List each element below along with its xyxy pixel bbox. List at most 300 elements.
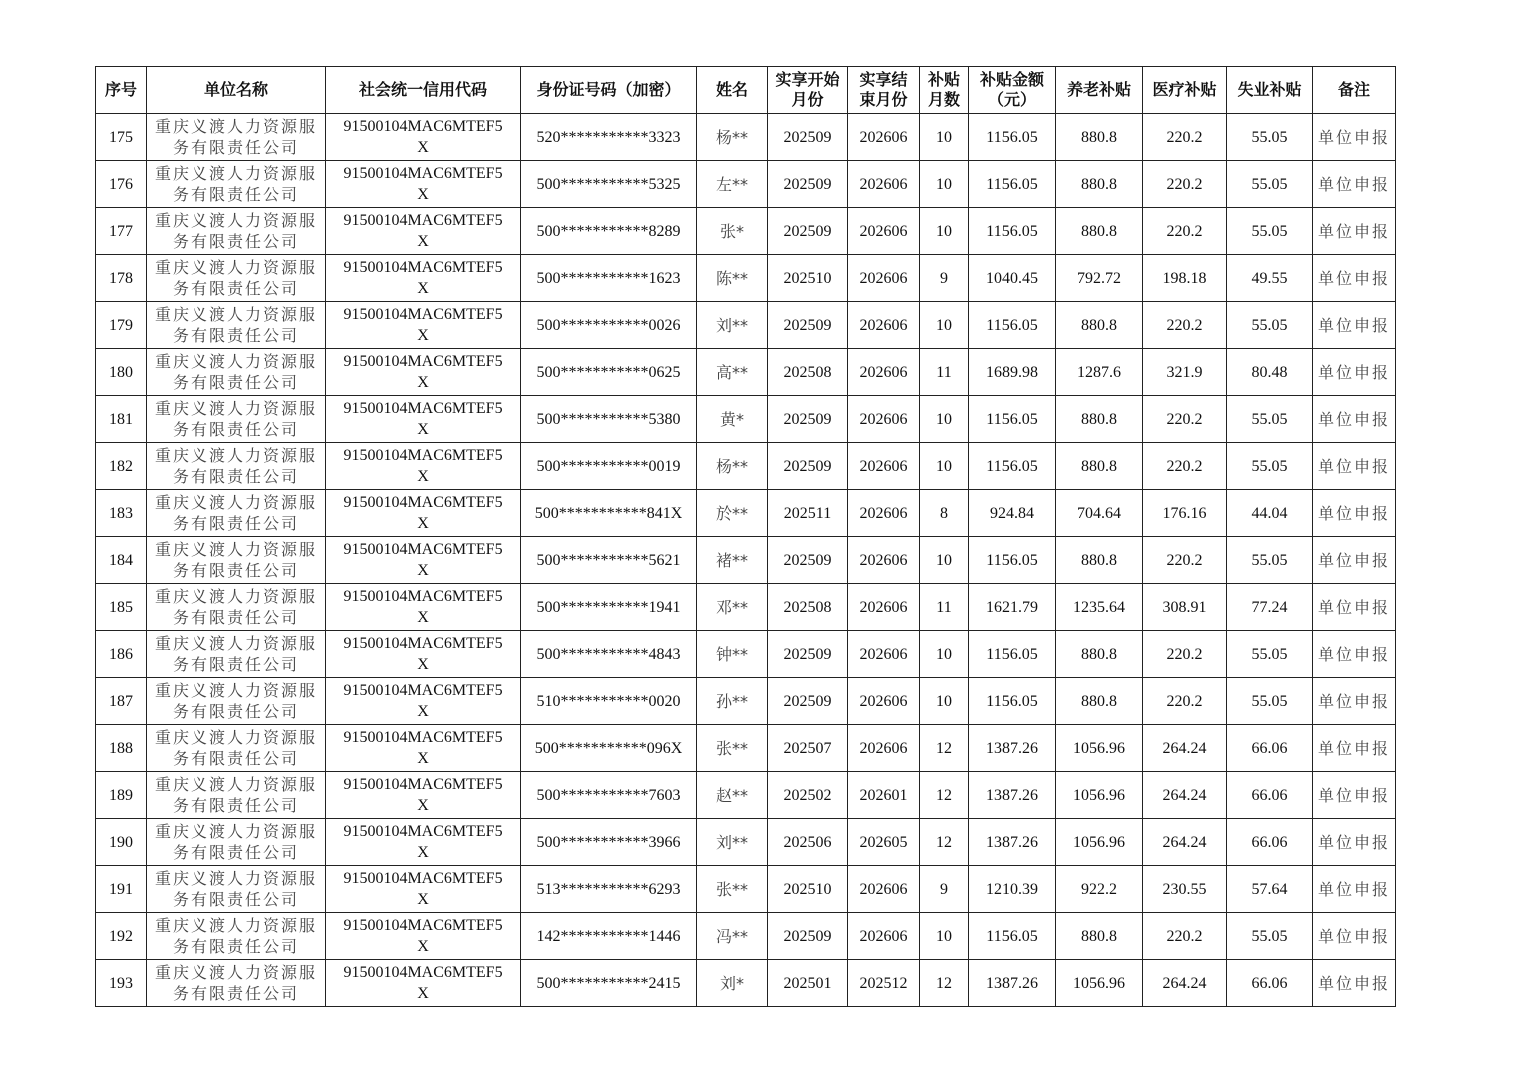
cell-unit-line2: 务有限责任公司	[172, 279, 299, 298]
table-row	[96, 490, 1396, 537]
cell-unit-line2: 务有限责任公司	[172, 561, 299, 580]
cell-unit	[147, 161, 326, 208]
cell-amount: 1156.05	[969, 913, 1056, 960]
cell-end-month: 202605	[848, 819, 920, 866]
cell-seq: 182	[96, 443, 147, 490]
cell-unemployment: 44.04	[1227, 490, 1313, 537]
cell-credit-code-line2: X	[417, 421, 429, 438]
cell-unemployment: 55.05	[1227, 678, 1313, 725]
cell-amount: 1387.26	[969, 960, 1056, 1007]
cell-unemployment: 77.24	[1227, 584, 1313, 631]
cell-id-no: 500***********5325	[521, 161, 697, 208]
cell-credit-code-line2: X	[417, 515, 429, 532]
cell-credit-code	[326, 302, 521, 349]
table-row	[96, 866, 1396, 913]
table-row	[96, 678, 1396, 725]
cell-credit-code-line2: X	[417, 938, 429, 955]
table-row	[96, 396, 1396, 443]
cell-months: 12	[920, 772, 969, 819]
cell-credit-code-line1: 91500104MAC6MTEF5	[343, 776, 503, 793]
cell-id-no: 500***********1941	[521, 584, 697, 631]
cell-unit-line2: 务有限责任公司	[172, 937, 299, 956]
cell-unit-line1: 重庆义渡人力资源服	[154, 963, 317, 982]
cell-amount: 1156.05	[969, 208, 1056, 255]
cell-id-no: 500***********5380	[521, 396, 697, 443]
cell-credit-code-line1: 91500104MAC6MTEF5	[343, 541, 503, 558]
cell-note: 单位申报	[1313, 960, 1396, 1007]
cell-credit-code-line2: X	[417, 468, 429, 485]
cell-end-month: 202606	[848, 725, 920, 772]
cell-unit	[147, 302, 326, 349]
cell-unemployment: 55.05	[1227, 396, 1313, 443]
table-row	[96, 725, 1396, 772]
cell-note: 单位申报	[1313, 631, 1396, 678]
cell-seq: 177	[96, 208, 147, 255]
cell-unit-line2: 务有限责任公司	[172, 749, 299, 768]
cell-credit-code-line1: 91500104MAC6MTEF5	[343, 118, 503, 135]
cell-end-month: 202606	[848, 349, 920, 396]
cell-start-month: 202502	[768, 772, 848, 819]
cell-pension: 1056.96	[1056, 772, 1143, 819]
cell-credit-code-line1: 91500104MAC6MTEF5	[343, 588, 503, 605]
cell-id-no: 500***********2415	[521, 960, 697, 1007]
cell-credit-code-line1: 91500104MAC6MTEF5	[343, 729, 503, 746]
cell-end-month: 202606	[848, 114, 920, 161]
cell-amount: 1156.05	[969, 302, 1056, 349]
cell-end-month: 202606	[848, 396, 920, 443]
cell-amount: 1156.05	[969, 443, 1056, 490]
cell-credit-code-line2: X	[417, 703, 429, 720]
cell-amount: 1156.05	[969, 537, 1056, 584]
header-name: 姓名	[697, 67, 768, 114]
cell-seq: 193	[96, 960, 147, 1007]
cell-credit-code-line2: X	[417, 844, 429, 861]
cell-end-month: 202606	[848, 631, 920, 678]
cell-amount: 1621.79	[969, 584, 1056, 631]
cell-unit-line1: 重庆义渡人力资源服	[154, 634, 317, 653]
header-unit: 单位名称	[147, 67, 326, 114]
cell-medical: 264.24	[1143, 725, 1227, 772]
cell-credit-code-line2: X	[417, 656, 429, 673]
table-row	[96, 772, 1396, 819]
cell-start-month: 202509	[768, 396, 848, 443]
cell-unemployment: 66.06	[1227, 960, 1313, 1007]
cell-credit-code	[326, 208, 521, 255]
cell-name: 刘**	[697, 819, 768, 866]
cell-credit-code-line2: X	[417, 985, 429, 1002]
cell-unit	[147, 537, 326, 584]
cell-name: 张*	[697, 208, 768, 255]
cell-end-month: 202606	[848, 678, 920, 725]
cell-amount: 1387.26	[969, 772, 1056, 819]
cell-months: 9	[920, 255, 969, 302]
table-row	[96, 349, 1396, 396]
header-amount-line2: （元）	[987, 90, 1036, 109]
cell-end-month: 202606	[848, 208, 920, 255]
cell-unit	[147, 678, 326, 725]
cell-pension: 704.64	[1056, 490, 1143, 537]
cell-note: 单位申报	[1313, 866, 1396, 913]
cell-start-month: 202510	[768, 255, 848, 302]
cell-unit-line2: 务有限责任公司	[172, 138, 299, 157]
cell-note: 单位申报	[1313, 302, 1396, 349]
cell-seq: 181	[96, 396, 147, 443]
cell-note: 单位申报	[1313, 349, 1396, 396]
cell-credit-code	[326, 819, 521, 866]
cell-seq: 178	[96, 255, 147, 302]
cell-name: 刘**	[697, 302, 768, 349]
cell-amount: 1156.05	[969, 678, 1056, 725]
cell-end-month: 202606	[848, 161, 920, 208]
cell-name: 孙**	[697, 678, 768, 725]
cell-unit	[147, 631, 326, 678]
cell-credit-code	[326, 255, 521, 302]
cell-unit-line1: 重庆义渡人力资源服	[154, 164, 317, 183]
cell-end-month: 202606	[848, 255, 920, 302]
cell-pension: 1056.96	[1056, 819, 1143, 866]
cell-pension: 1287.6	[1056, 349, 1143, 396]
header-medical: 医疗补贴	[1143, 67, 1227, 114]
cell-unit	[147, 960, 326, 1007]
cell-id-no: 520***********3323	[521, 114, 697, 161]
cell-start-month: 202506	[768, 819, 848, 866]
cell-credit-code-line2: X	[417, 562, 429, 579]
cell-medical: 321.9	[1143, 349, 1227, 396]
cell-credit-code	[326, 114, 521, 161]
cell-unemployment: 55.05	[1227, 443, 1313, 490]
cell-id-no: 500***********3966	[521, 819, 697, 866]
header-start-line1: 实享开始	[775, 70, 840, 89]
cell-credit-code-line1: 91500104MAC6MTEF5	[343, 212, 503, 229]
table-row	[96, 537, 1396, 584]
cell-pension: 880.8	[1056, 302, 1143, 349]
cell-start-month: 202509	[768, 114, 848, 161]
cell-credit-code	[326, 584, 521, 631]
cell-amount: 1156.05	[969, 114, 1056, 161]
cell-name: 赵**	[697, 772, 768, 819]
cell-start-month: 202508	[768, 584, 848, 631]
cell-note: 单位申报	[1313, 725, 1396, 772]
cell-months: 10	[920, 114, 969, 161]
cell-pension: 880.8	[1056, 678, 1143, 725]
header-months-line1: 补贴	[927, 70, 960, 89]
cell-credit-code-line2: X	[417, 139, 429, 156]
cell-seq: 183	[96, 490, 147, 537]
cell-credit-code-line2: X	[417, 750, 429, 767]
table-row	[96, 114, 1396, 161]
cell-credit-code	[326, 349, 521, 396]
cell-amount: 1156.05	[969, 631, 1056, 678]
cell-unit-line1: 重庆义渡人力资源服	[154, 822, 317, 841]
cell-credit-code-line1: 91500104MAC6MTEF5	[343, 823, 503, 840]
cell-unit-line1: 重庆义渡人力资源服	[154, 587, 317, 606]
cell-unit-line1: 重庆义渡人力资源服	[154, 352, 317, 371]
cell-medical: 220.2	[1143, 443, 1227, 490]
cell-start-month: 202508	[768, 349, 848, 396]
cell-id-no: 142***********1446	[521, 913, 697, 960]
cell-medical: 220.2	[1143, 208, 1227, 255]
table-row	[96, 255, 1396, 302]
cell-months: 11	[920, 349, 969, 396]
cell-credit-code	[326, 678, 521, 725]
cell-end-month: 202606	[848, 584, 920, 631]
cell-months: 11	[920, 584, 969, 631]
cell-pension: 1056.96	[1056, 960, 1143, 1007]
cell-note: 单位申报	[1313, 208, 1396, 255]
cell-note: 单位申报	[1313, 913, 1396, 960]
cell-name: 张**	[697, 725, 768, 772]
cell-unit-line2: 务有限责任公司	[172, 420, 299, 439]
cell-end-month: 202512	[848, 960, 920, 1007]
header-end-line1: 实享结	[859, 70, 908, 89]
cell-unit-line2: 务有限责任公司	[172, 326, 299, 345]
header-pension: 养老补贴	[1056, 67, 1143, 114]
cell-unit-line1: 重庆义渡人力资源服	[154, 493, 317, 512]
cell-months: 8	[920, 490, 969, 537]
cell-name: 於**	[697, 490, 768, 537]
cell-unit-line2: 务有限责任公司	[172, 796, 299, 815]
cell-note: 单位申报	[1313, 396, 1396, 443]
cell-id-no: 500***********1623	[521, 255, 697, 302]
table-row	[96, 443, 1396, 490]
cell-unemployment: 49.55	[1227, 255, 1313, 302]
cell-pension: 880.8	[1056, 396, 1143, 443]
cell-credit-code-line1: 91500104MAC6MTEF5	[343, 917, 503, 934]
cell-start-month: 202509	[768, 443, 848, 490]
cell-id-no: 500***********841X	[521, 490, 697, 537]
cell-unit	[147, 913, 326, 960]
cell-name: 杨**	[697, 114, 768, 161]
cell-credit-code-line1: 91500104MAC6MTEF5	[343, 306, 503, 323]
cell-start-month: 202509	[768, 302, 848, 349]
cell-credit-code-line2: X	[417, 233, 429, 250]
cell-name: 陈**	[697, 255, 768, 302]
cell-credit-code-line1: 91500104MAC6MTEF5	[343, 494, 503, 511]
cell-end-month: 202606	[848, 443, 920, 490]
cell-unemployment: 55.05	[1227, 114, 1313, 161]
cell-credit-code-line1: 91500104MAC6MTEF5	[343, 964, 503, 981]
cell-unit-line1: 重庆义渡人力资源服	[154, 117, 317, 136]
cell-unit	[147, 725, 326, 772]
header-months-line2: 月数	[927, 90, 960, 109]
cell-credit-code	[326, 913, 521, 960]
cell-unit	[147, 443, 326, 490]
cell-unemployment: 55.05	[1227, 161, 1313, 208]
cell-seq: 176	[96, 161, 147, 208]
header-note: 备注	[1313, 67, 1396, 114]
cell-credit-code-line2: X	[417, 797, 429, 814]
cell-medical: 198.18	[1143, 255, 1227, 302]
header-start-month	[768, 67, 848, 114]
cell-id-no: 500***********0026	[521, 302, 697, 349]
cell-unit-line1: 重庆义渡人力资源服	[154, 540, 317, 559]
cell-months: 12	[920, 819, 969, 866]
cell-credit-code	[326, 537, 521, 584]
cell-credit-code-line2: X	[417, 609, 429, 626]
cell-unit	[147, 819, 326, 866]
cell-credit-code-line2: X	[417, 186, 429, 203]
cell-unemployment: 66.06	[1227, 819, 1313, 866]
cell-pension: 922.2	[1056, 866, 1143, 913]
cell-months: 9	[920, 866, 969, 913]
cell-start-month: 202511	[768, 490, 848, 537]
cell-months: 10	[920, 396, 969, 443]
cell-unit	[147, 114, 326, 161]
cell-id-no: 500***********8289	[521, 208, 697, 255]
cell-name: 黄*	[697, 396, 768, 443]
header-start-line2: 月份	[791, 90, 824, 109]
table-row	[96, 819, 1396, 866]
cell-id-no: 513***********6293	[521, 866, 697, 913]
cell-months: 10	[920, 161, 969, 208]
cell-seq: 187	[96, 678, 147, 725]
cell-months: 10	[920, 302, 969, 349]
cell-medical: 220.2	[1143, 114, 1227, 161]
cell-seq: 191	[96, 866, 147, 913]
cell-pension: 880.8	[1056, 161, 1143, 208]
cell-credit-code-line2: X	[417, 374, 429, 391]
cell-medical: 264.24	[1143, 772, 1227, 819]
cell-id-no: 500***********0625	[521, 349, 697, 396]
cell-name: 张**	[697, 866, 768, 913]
cell-medical: 230.55	[1143, 866, 1227, 913]
cell-pension: 880.8	[1056, 537, 1143, 584]
cell-seq: 180	[96, 349, 147, 396]
cell-amount: 1210.39	[969, 866, 1056, 913]
cell-unemployment: 66.06	[1227, 725, 1313, 772]
cell-pension: 880.8	[1056, 631, 1143, 678]
cell-unit-line1: 重庆义渡人力资源服	[154, 775, 317, 794]
cell-start-month: 202507	[768, 725, 848, 772]
cell-unit	[147, 396, 326, 443]
header-seq: 序号	[96, 67, 147, 114]
cell-unit-line2: 务有限责任公司	[172, 702, 299, 721]
cell-unit-line1: 重庆义渡人力资源服	[154, 211, 317, 230]
cell-name: 高**	[697, 349, 768, 396]
cell-credit-code-line2: X	[417, 327, 429, 344]
cell-pension: 880.8	[1056, 443, 1143, 490]
cell-id-no: 500***********7603	[521, 772, 697, 819]
cell-end-month: 202606	[848, 866, 920, 913]
cell-seq: 190	[96, 819, 147, 866]
cell-start-month: 202501	[768, 960, 848, 1007]
cell-pension: 1235.64	[1056, 584, 1143, 631]
cell-credit-code	[326, 631, 521, 678]
cell-id-no: 510***********0020	[521, 678, 697, 725]
cell-unit-line2: 务有限责任公司	[172, 467, 299, 486]
cell-unit	[147, 866, 326, 913]
cell-credit-code-line1: 91500104MAC6MTEF5	[343, 682, 503, 699]
cell-unit-line2: 务有限责任公司	[172, 608, 299, 627]
cell-unit-line2: 务有限责任公司	[172, 232, 299, 251]
cell-seq: 185	[96, 584, 147, 631]
header-credit-code: 社会统一信用代码	[326, 67, 521, 114]
cell-credit-code	[326, 443, 521, 490]
cell-start-month: 202509	[768, 537, 848, 584]
cell-seq: 186	[96, 631, 147, 678]
cell-seq: 175	[96, 114, 147, 161]
cell-seq: 179	[96, 302, 147, 349]
cell-amount: 1156.05	[969, 161, 1056, 208]
cell-credit-code-line1: 91500104MAC6MTEF5	[343, 259, 503, 276]
cell-amount: 1156.05	[969, 396, 1056, 443]
header-row	[96, 67, 1396, 114]
cell-unemployment: 80.48	[1227, 349, 1313, 396]
cell-medical: 220.2	[1143, 537, 1227, 584]
cell-name: 冯**	[697, 913, 768, 960]
cell-credit-code-line1: 91500104MAC6MTEF5	[343, 165, 503, 182]
table-row	[96, 208, 1396, 255]
cell-note: 单位申报	[1313, 772, 1396, 819]
cell-unemployment: 55.05	[1227, 537, 1313, 584]
cell-unemployment: 66.06	[1227, 772, 1313, 819]
cell-pension: 880.8	[1056, 208, 1143, 255]
subsidy-table	[95, 66, 1396, 1007]
cell-start-month: 202509	[768, 208, 848, 255]
cell-unit	[147, 255, 326, 302]
cell-unit-line2: 务有限责任公司	[172, 185, 299, 204]
cell-end-month: 202606	[848, 302, 920, 349]
cell-unit-line2: 务有限责任公司	[172, 890, 299, 909]
cell-pension: 880.8	[1056, 913, 1143, 960]
cell-medical: 220.2	[1143, 161, 1227, 208]
table-body	[96, 114, 1396, 1007]
cell-unit-line2: 务有限责任公司	[172, 843, 299, 862]
header-months	[920, 67, 969, 114]
cell-medical: 220.2	[1143, 631, 1227, 678]
cell-id-no: 500***********4843	[521, 631, 697, 678]
cell-credit-code	[326, 772, 521, 819]
cell-months: 10	[920, 913, 969, 960]
cell-amount: 1387.26	[969, 819, 1056, 866]
cell-credit-code-line2: X	[417, 280, 429, 297]
cell-note: 单位申报	[1313, 584, 1396, 631]
cell-unit	[147, 208, 326, 255]
cell-unit-line1: 重庆义渡人力资源服	[154, 258, 317, 277]
table-row	[96, 913, 1396, 960]
cell-pension: 1056.96	[1056, 725, 1143, 772]
cell-note: 单位申报	[1313, 161, 1396, 208]
cell-credit-code	[326, 960, 521, 1007]
cell-unemployment: 55.05	[1227, 302, 1313, 349]
cell-medical: 220.2	[1143, 302, 1227, 349]
cell-unit-line1: 重庆义渡人力资源服	[154, 446, 317, 465]
cell-start-month: 202509	[768, 161, 848, 208]
cell-unit-line2: 务有限责任公司	[172, 984, 299, 1003]
cell-amount: 1387.26	[969, 725, 1056, 772]
cell-pension: 792.72	[1056, 255, 1143, 302]
cell-note: 单位申报	[1313, 819, 1396, 866]
cell-seq: 188	[96, 725, 147, 772]
table-row	[96, 631, 1396, 678]
cell-unit-line2: 务有限责任公司	[172, 373, 299, 392]
cell-months: 10	[920, 678, 969, 725]
cell-start-month: 202510	[768, 866, 848, 913]
cell-id-no: 500***********0019	[521, 443, 697, 490]
cell-seq: 192	[96, 913, 147, 960]
cell-credit-code-line1: 91500104MAC6MTEF5	[343, 870, 503, 887]
cell-months: 12	[920, 960, 969, 1007]
cell-id-no: 500***********096X	[521, 725, 697, 772]
cell-note: 单位申报	[1313, 490, 1396, 537]
header-amount	[969, 67, 1056, 114]
cell-unit	[147, 584, 326, 631]
cell-note: 单位申报	[1313, 114, 1396, 161]
cell-unit	[147, 349, 326, 396]
cell-credit-code-line1: 91500104MAC6MTEF5	[343, 353, 503, 370]
cell-medical: 264.24	[1143, 960, 1227, 1007]
cell-months: 10	[920, 537, 969, 584]
